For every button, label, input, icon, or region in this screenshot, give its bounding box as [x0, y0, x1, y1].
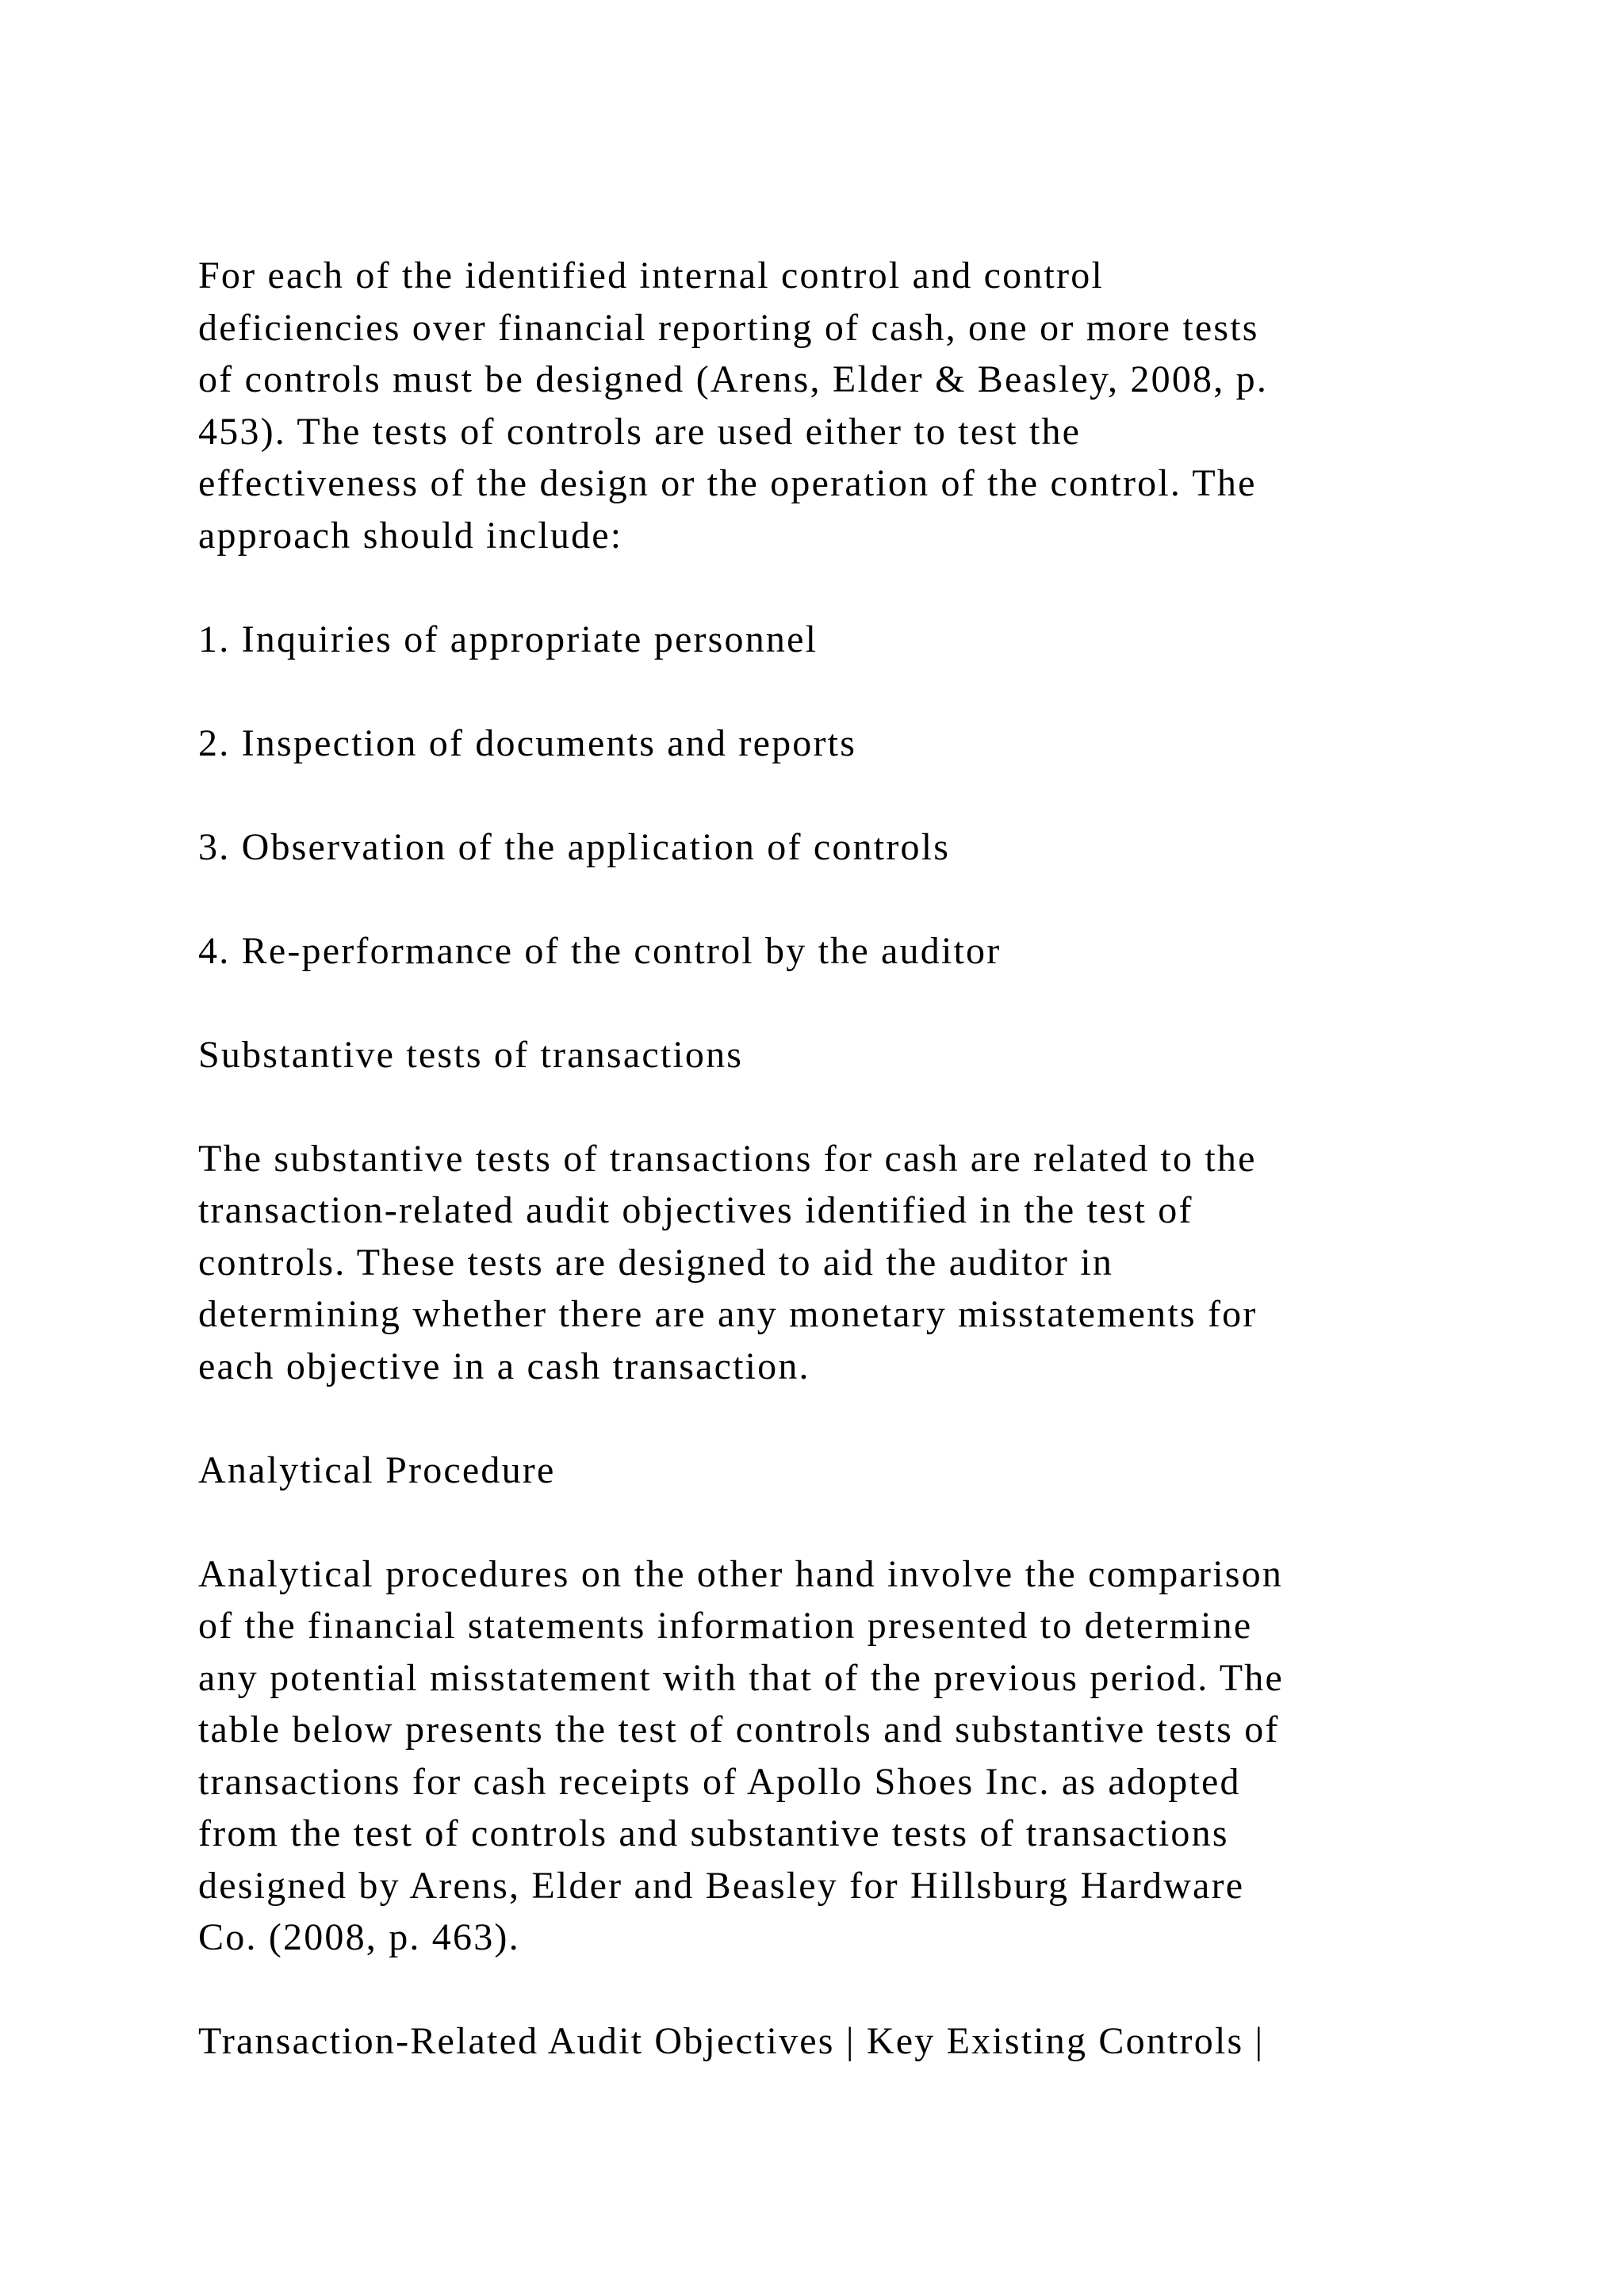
list-item-reperformance: 4. Re-performance of the control by the auditor — [198, 929, 1002, 972]
document-body — [198, 250, 1515, 2068]
list-item-inquiries: 1. Inquiries of appropriate personnel — [198, 618, 818, 660]
analytical-procedure-paragraph: Analytical procedures on the other hand involve the comparison of the financial statements information presented to determine any potential misstatement with that of the previous period. The table below presents the test of controls and substantive tests of transactions for cash receipts of Apollo Shoes Inc. as adopted from the test of controls and substantive tests of transactions designed by Arens, Elder and Beasley for Hillsburg Hardware Co. (2008, p. 463). — [198, 1552, 1284, 1958]
intro-paragraph: For each of the identified internal control and control deficiencies over financial reporting of cash, one or more tests of controls must be designed (Arens, Elder & Beasley, 2008, p. 453). The tests of controls are used either to test the effectiveness of the design or the operation of the control. The approach should include: — [198, 254, 1269, 557]
section-heading-analytical-procedure: Analytical Procedure — [198, 1448, 556, 1491]
list-item-observation: 3. Observation of the application of controls — [198, 825, 951, 868]
table-header-line: Transaction-Related Audit Objectives | Key Existing Controls | — [198, 2020, 1265, 2062]
list-item-inspection: 2. Inspection of documents and reports — [198, 721, 857, 764]
substantive-tests-paragraph: The substantive tests of transactions for cash are related to the transaction-related audit objectives identified in the test of controls. These tests are designed to aid the auditor in determining whether there are any monetary misstatements for each objective in a cash transaction. — [198, 1137, 1258, 1387]
section-heading-substantive-tests: Substantive tests of transactions — [198, 1033, 744, 1076]
